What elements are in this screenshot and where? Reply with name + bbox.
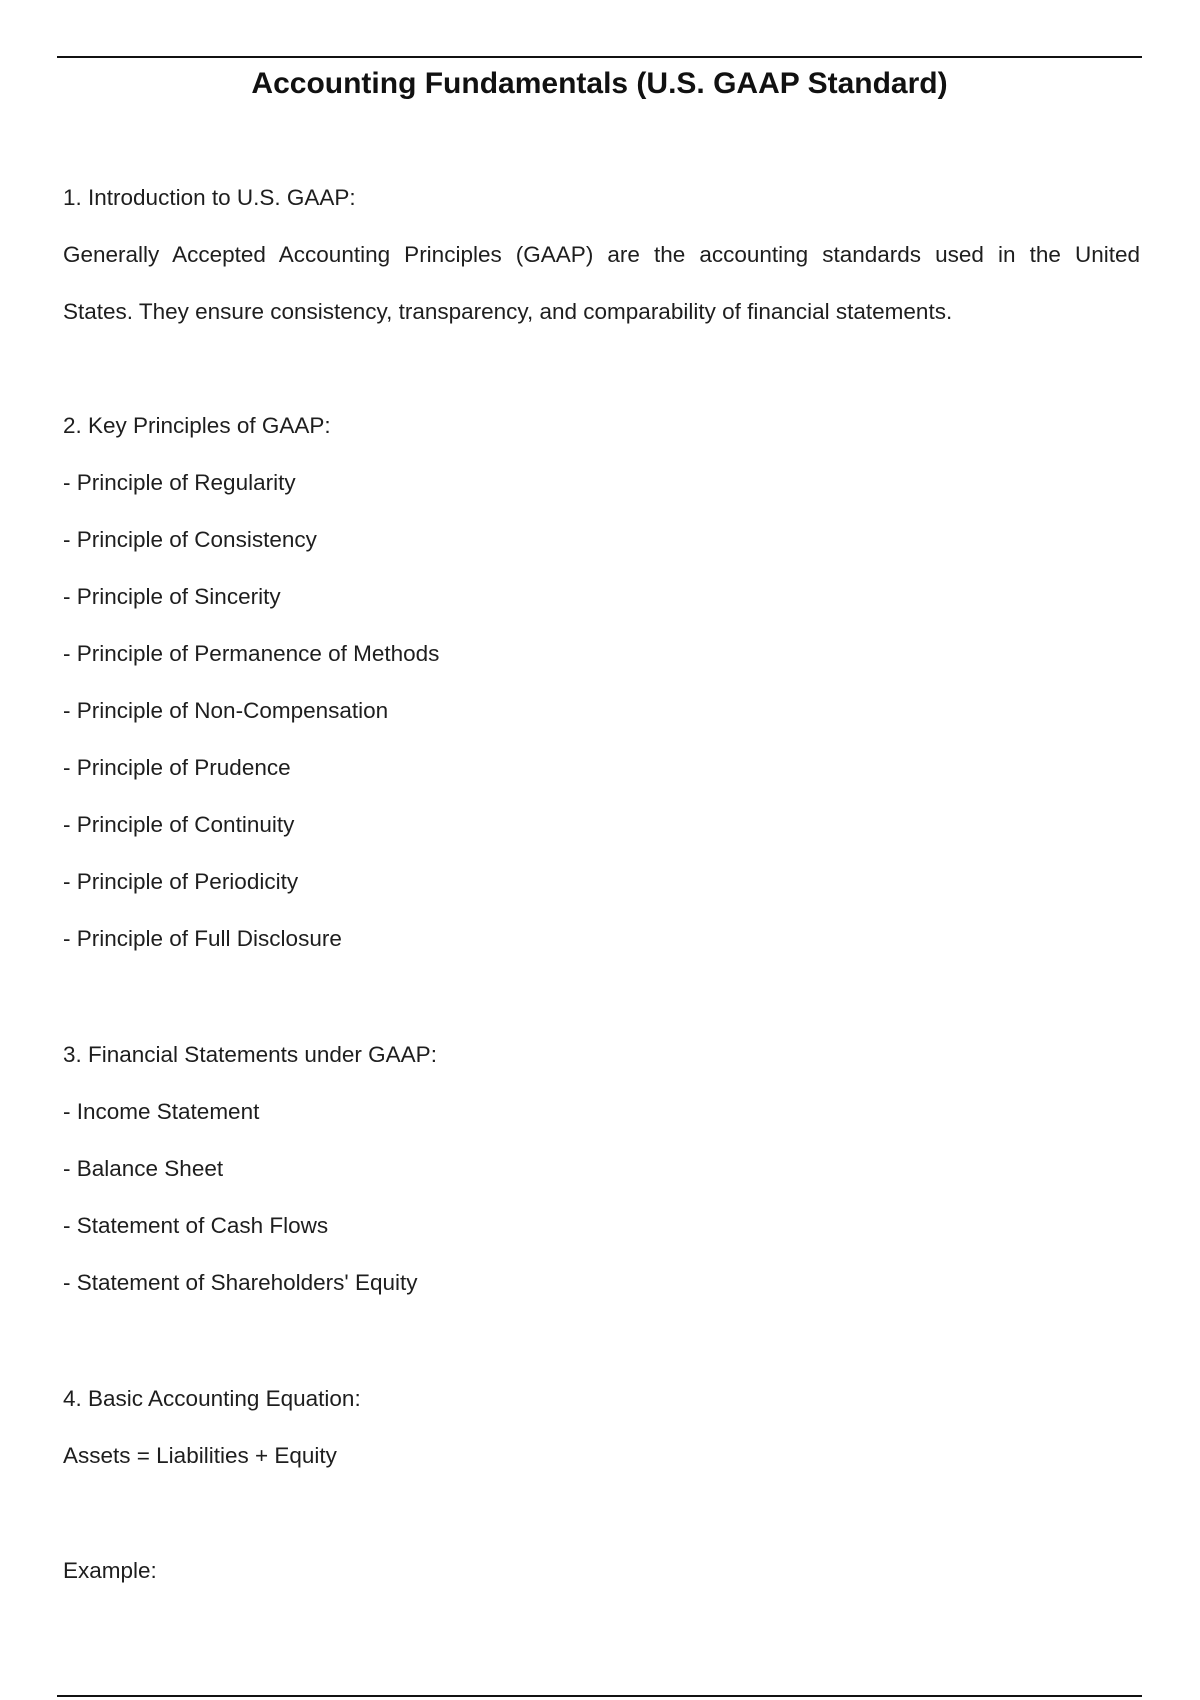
accounting-equation: Assets = Liabilities + Equity [63, 1443, 337, 1468]
section-heading-financial-statements: 3. Financial Statements under GAAP: [63, 1042, 437, 1067]
list-item: - Principle of Non-Compensation [63, 698, 389, 723]
list-item: - Principle of Permanence of Methods [63, 641, 440, 666]
list-item: - Statement of Shareholders' Equity [63, 1270, 418, 1295]
example-label: Example: [63, 1558, 157, 1583]
list-item: - Principle of Sincerity [63, 584, 281, 609]
section-heading-introduction: 1. Introduction to U.S. GAAP: [63, 185, 356, 210]
section-heading-key-principles: 2. Key Principles of GAAP: [63, 413, 331, 438]
page-title: Accounting Fundamentals (U.S. GAAP Standard) [251, 67, 948, 100]
paragraph-line: States. They ensure consistency, transparency, and comparability of financial statements. [63, 299, 953, 324]
introduction-paragraph [63, 240, 1140, 354]
top-divider [57, 56, 1142, 58]
list-item: - Balance Sheet [63, 1156, 224, 1181]
list-item: - Principle of Regularity [63, 470, 296, 495]
list-item: - Statement of Cash Flows [63, 1213, 329, 1238]
list-item: - Principle of Prudence [63, 755, 291, 780]
section-heading-accounting-equation: 4. Basic Accounting Equation: [63, 1386, 361, 1411]
list-item: - Income Statement [63, 1099, 260, 1124]
list-item: - Principle of Full Disclosure [63, 926, 342, 951]
paragraph-line: Generally Accepted Accounting Principles (GAAP) are the accounting standards used in the United [63, 242, 1140, 267]
list-item: - Principle of Periodicity [63, 869, 299, 894]
bottom-divider [57, 1695, 1142, 1697]
list-item: - Principle of Consistency [63, 527, 317, 552]
list-item: - Principle of Continuity [63, 812, 295, 837]
